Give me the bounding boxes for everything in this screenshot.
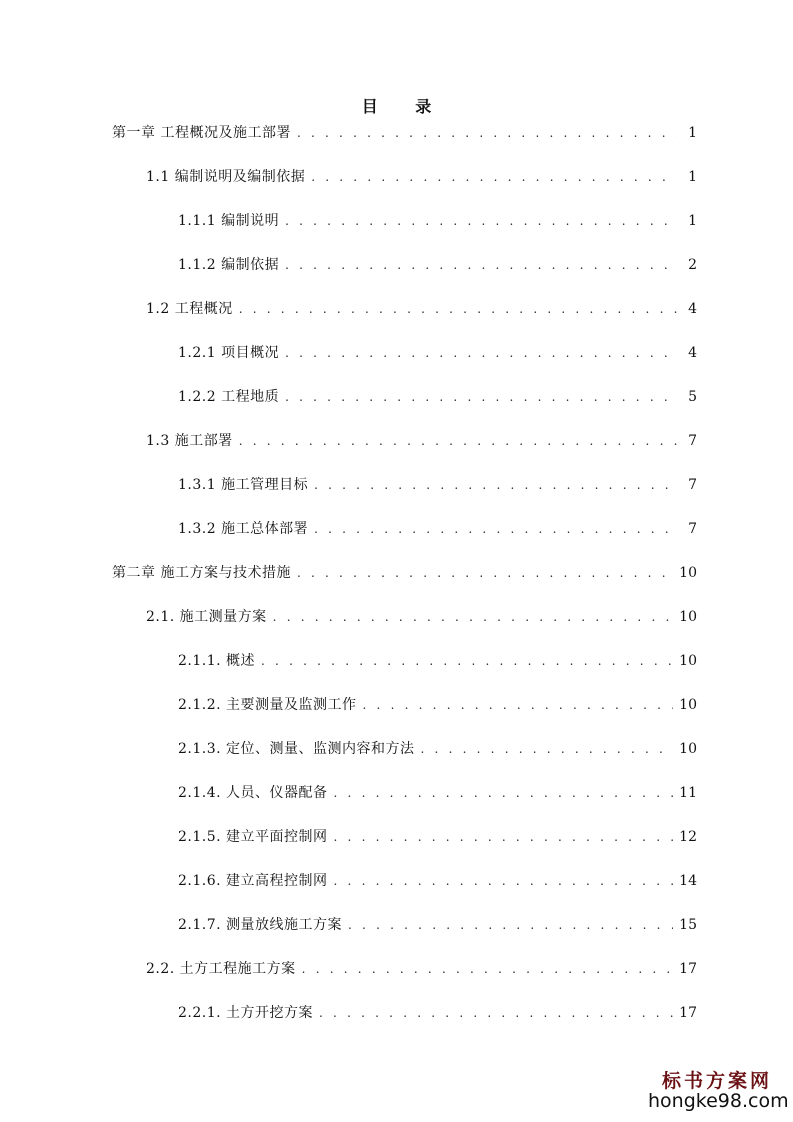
toc-entry-page: 2 [688,257,697,273]
toc-entry-label: 1.1.1 编制说明 [178,213,280,229]
watermark-line-2: hongke98.com [648,1090,789,1112]
toc-entry[interactable] [146,605,697,629]
toc-entry-page: 7 [688,433,697,449]
toc-entry[interactable] [178,913,697,937]
toc-dot-leader [334,781,674,805]
toc-dot-leader [285,385,677,409]
toc-dot-leader [314,517,677,541]
toc-dot-leader [334,825,674,849]
toc-entry-label: 1.3 施工部署 [146,433,233,449]
watermark-logo [648,1064,788,1120]
toc-entry-page: 17 [679,1005,697,1021]
toc-entry-page: 1 [688,213,697,229]
toc-entry-page: 1 [688,169,697,185]
toc-entry-label: 2.2.1. 土方开挖方案 [178,1005,314,1021]
toc-entry-label: 第二章 施工方案与技术措施 [112,565,291,581]
toc-entry[interactable] [112,561,697,585]
toc-dot-leader [285,209,677,233]
toc-entry[interactable] [178,385,697,409]
toc-entry-page: 4 [688,301,697,317]
toc-dot-leader [314,473,677,497]
toc-entry-label: 1.2.2 工程地质 [178,389,280,405]
toc-title: 目 录 [361,97,448,116]
toc-dot-leader [297,121,677,145]
toc-entry[interactable] [178,693,697,717]
toc-dot-leader [311,165,677,189]
toc-entry[interactable] [178,517,697,541]
toc-entry[interactable] [178,341,697,365]
toc-entry[interactable] [178,869,697,893]
toc-entry-label: 1.2 工程概况 [146,301,233,317]
toc-entry-page: 15 [679,917,697,933]
toc-entry-page: 11 [679,785,697,801]
toc-entry[interactable] [112,121,697,145]
toc-dot-leader [348,913,673,937]
toc-entry-label: 1.1 编制说明及编制依据 [146,169,306,185]
toc-entry[interactable] [178,649,697,673]
toc-entry-page: 7 [688,521,697,537]
toc-entry-page: 10 [679,697,697,713]
toc-entry[interactable] [178,209,697,233]
toc-entry-page: 4 [688,345,697,361]
toc-entry[interactable] [146,429,697,453]
toc-entry-label: 2.1.2. 主要测量及监测工作 [178,697,357,713]
toc-dot-leader [421,737,674,761]
toc-entry[interactable] [146,297,697,321]
toc-entry-label: 2.1.6. 建立高程控制网 [178,873,328,889]
toc-dot-leader [297,561,673,585]
toc-dot-leader [302,957,674,981]
toc-entry-page: 10 [679,653,697,669]
toc-entry-label: 2.1.3. 定位、测量、监测内容和方法 [178,741,415,757]
toc-entry-page: 12 [679,829,697,845]
toc-entry-label: 2.1. 施工测量方案 [146,609,267,625]
toc-entry[interactable] [178,825,697,849]
toc-dot-leader [273,605,674,629]
toc-entry[interactable] [178,1001,697,1025]
toc-dot-leader [319,1001,673,1025]
toc-entry-label: 1.3.1 施工管理目标 [178,477,309,493]
toc-dot-leader [239,297,677,321]
toc-entry-page: 1 [688,125,697,141]
toc-entry[interactable] [146,957,697,981]
toc-entry[interactable] [178,781,697,805]
toc-entry-label: 2.1.4. 人员、仪器配备 [178,785,328,801]
toc-entry[interactable] [178,253,697,277]
toc-entry-page: 10 [679,741,697,757]
toc-dot-leader [285,253,677,277]
toc-dot-leader [239,429,677,453]
toc-entry-page: 5 [688,389,697,405]
toc-entry-label: 2.1.7. 测量放线施工方案 [178,917,343,933]
toc-entry-label: 2.2. 土方工程施工方案 [146,961,296,977]
toc-entry-page: 7 [688,477,697,493]
toc-entry-label: 1.1.2 编制依据 [178,257,280,273]
toc-entry-label: 2.1.1. 概述 [178,653,256,669]
toc-entry-label: 2.1.5. 建立平面控制网 [178,829,328,845]
toc-dot-leader [285,341,677,365]
toc-entry-label: 第一章 工程概况及施工部署 [112,125,291,141]
toc-entry-page: 10 [679,565,697,581]
toc-entry-label: 1.2.1 项目概况 [178,345,280,361]
toc-dot-leader [363,693,674,717]
toc-dot-leader [261,649,673,673]
watermark-line-1: 标书方案网 [662,1070,773,1092]
toc-entry-page: 14 [679,873,697,889]
toc-entry[interactable] [146,165,697,189]
toc-entry-page: 17 [679,961,697,977]
toc-entry-page: 10 [679,609,697,625]
toc-dot-leader [334,869,674,893]
toc-entry-label: 1.3.2 施工总体部署 [178,521,309,537]
toc-entry[interactable] [178,473,697,497]
toc-entry[interactable] [178,737,697,761]
